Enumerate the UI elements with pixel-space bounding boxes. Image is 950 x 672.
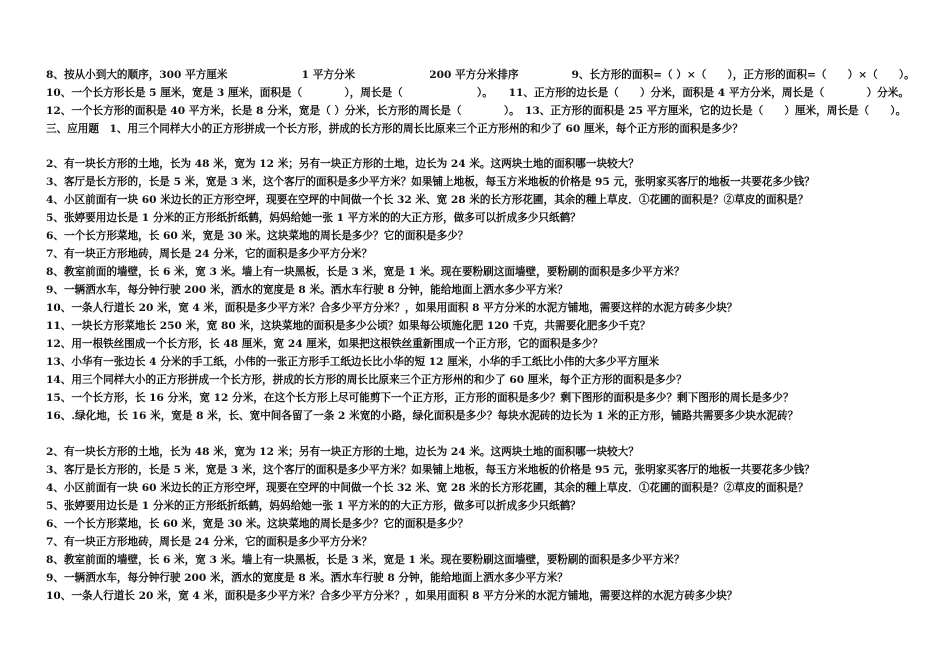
section-heading-applied-problems: 三、应用题 1、用三个同样大小的正方形拼成一个长方形，拼成的长方形的周长比原来三个正方形州的和少了 60 厘米，每个正方形的面积是多少？: [46, 123, 743, 135]
problem-line: 8、教室前面的墙壁，长 6 米，宽 3 米。墙上有一块黑板，长是 3 米，宽是 1 米。现在要粉刷这面墙壁，要粉刷的面积是多少平方米？: [46, 554, 685, 566]
problem-line: 4、小区前面有一块 60 米边长的正方形空坪，现要在空坪的中间做一个长 32 米、宽 28 米的长方形花圃，其余的種上草皮．①花圃的面积是？②草皮的面积是？: [46, 194, 809, 206]
problem-line: 6、一个长方形菜地，长 60 米，宽是 30 米。这块菜地的周长是多少？它的面积是多少？: [46, 518, 469, 530]
problem-line: 15、一个长方形，长 16 分米，宽 12 分米，在这个长方形上尽可能剪下一个正方形，正方形的面积是多少？剩下图形的面积是多少？剩下图形的周长是多少？: [46, 392, 794, 404]
problem-line: 13、小华有一张边长 4 分米的手工纸，小伟的一张正方形手工纸边长比小华的短 12 厘米，小华的手工纸比小伟的大多少平方厘米: [46, 356, 660, 368]
problem-line: 3、客厅是长方形的，长是 5 米，宽是 3 米，这个客厅的面积是多少平方米？如果铺上地板，每玉方米地板的价格是 95 元，张明家买客厅的地板一共要花多少钱？: [46, 176, 815, 188]
problem-line: 10、一条人行道长 20 米，宽 4 米，面积是多少平方米？合多少平方分米？，如果用面积 8 平方分米的水泥方铺地，需要这样的水泥方砖多少块？: [46, 590, 738, 602]
problem-line: 16、.绿化地，长 16 米，宽是 8 米，长、宽中间各留了一条 2 米宽的小路，绿化面积是多少？每块水泥砖的边长为 1 米的正方形，铺路共需要多少块水泥砖？: [46, 410, 799, 422]
fill-blank-line-12-13: 12、一个长方形的面积是 40 平方米，长是 8 分米，宽是（ ）分米，长方形的周长是（ ）。 13、正方形的面积是 25 平方厘米，它的边长是（ ）厘米，周长是（ ）。: [46, 105, 907, 117]
fill-blank-line-8-9: 8、按从小到大的顺序，300 平方厘米 1 平方分米 200 平方分米排序 9、长方形的面积=（ ）×（ ），正方形的面积=（ ）×（ ）。: [46, 69, 915, 81]
problem-line: 4、小区前面有一块 60 米边长的正方形空坪，现要在空坪的中间做一个长 32 米、宽 28 米的长方形花圃，其余的種上草皮．①花圃的面积是？②草皮的面积是？: [46, 482, 809, 494]
problem-line: 7、有一块正方形地砖，周长是 24 分米，它的面积是多少平方分米？: [46, 536, 373, 548]
problem-line: 8、教室前面的墙壁，长 6 米，宽 3 米。墙上有一块黑板，长是 3 米，宽是 1 米。现在要粉刷这面墙壁，要粉刷的面积是多少平方米？: [46, 266, 685, 278]
problem-line: 3、客厅是长方形的，长是 5 米，宽是 3 米，这个客厅的面积是多少平方米？如果铺上地板，每玉方米地板的价格是 95 元，张明家买客厅的地板一共要花多少钱？: [46, 464, 815, 476]
problem-line: 5、张婷要用边长是 1 分米的正方形纸折纸鹤，妈妈给她一张 1 平方米的的大正方形，做多可以折成多少只纸鹤？: [46, 212, 581, 224]
problem-line: 6、一个长方形菜地，长 60 米，宽是 30 米。这块菜地的周长是多少？它的面积是多少？: [46, 230, 469, 242]
problem-line: 5、张婷要用边长是 1 分米的正方形纸折纸鹤，妈妈给她一张 1 平方米的的大正方形，做多可以折成多少只纸鹤？: [46, 500, 581, 512]
problem-line: 9、一辆洒水车，每分钟行驶 200 米，洒水的宽度是 8 米。洒水车行驶 8 分钟，能给地面上洒水多少平方米？: [46, 572, 568, 584]
problem-line: 2、有一块长方形的土地，长为 48 米，宽为 12 米；另有一块正方形的土地，边长为 24 米。这两块土地的面积哪一块较大？: [46, 158, 639, 170]
problem-line: 10、一条人行道长 20 米，宽 4 米，面积是多少平方米？合多少平方分米？，如果用面积 8 平方分米的水泥方铺地，需要这样的水泥方砖多少块？: [46, 302, 738, 314]
problem-line: 14、用三个同样大小的正方形拼成一个长方形，拼成的长方形的周长比原来三个正方形州的和少了 60 厘米，每个正方形的面积是多少？: [46, 374, 687, 386]
fill-blank-line-10-11: 10、一个长方形长是 5 厘米，宽是 3 厘米，面积是（ ），周长是（ ）。 11、正方形的边长是（ ）分米，面积是 4 平方分米，周长是（ ）分米。: [46, 87, 909, 99]
problem-line: 7、有一块正方形地砖，周长是 24 分米，它的面积是多少平方分米？: [46, 248, 373, 260]
problem-line: 2、有一块长方形的土地，长为 48 米，宽为 12 米；另有一块正方形的土地，边长为 24 米。这两块土地的面积哪一块较大？: [46, 446, 639, 458]
problem-line: 12、用一根铁丝围成一个长方形，长 48 厘米，宽 24 厘米，如果把这根铁丝重新围成一个正方形，它的面积是多少？: [46, 338, 603, 350]
problem-line: 9、一辆洒水车，每分钟行驶 200 米，洒水的宽度是 8 米。洒水车行驶 8 分钟，能给地面上洒水多少平方米？: [46, 284, 568, 296]
problem-line: 11、一块长方形菜地长 250 米，宽 80 米，这块菜地的面积是多少公顷？如果每公顷施化肥 120 千克，共需要化肥多少千克？: [46, 320, 651, 332]
